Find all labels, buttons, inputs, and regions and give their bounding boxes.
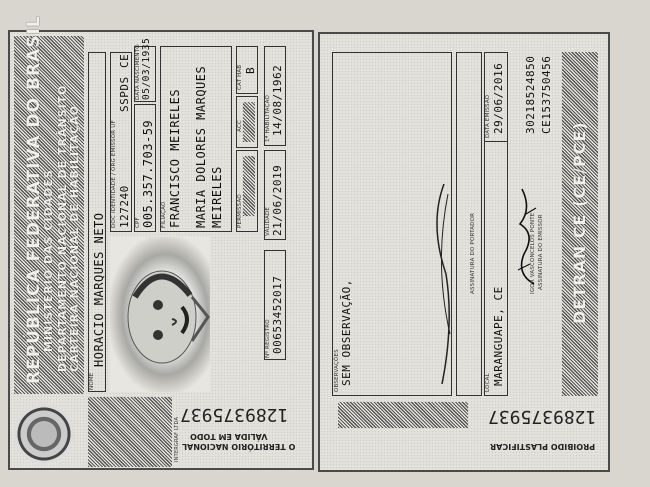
header-department: DEPARTAMENTO NACIONAL DE TRÂNSITO	[56, 84, 69, 372]
license-front-card	[8, 15, 314, 470]
validity-value: 21/06/2019	[271, 164, 284, 236]
back-bottom-band	[338, 402, 468, 428]
serial-number-front: 1289375937	[180, 404, 289, 425]
mother-name-line2: MEIRELES	[210, 166, 224, 228]
cpf-label: CPF	[135, 217, 141, 228]
observations-text: SEM OBSERVAÇÃO,	[340, 279, 353, 386]
validity-territory-line1: VÁLIDA EM TODO	[190, 432, 268, 441]
portrait-face	[110, 237, 210, 392]
detran-side-text: DETRAN CE (CE/PCE)	[570, 121, 589, 324]
name-label: NOME	[89, 372, 95, 390]
header-title: CARTEIRA NACIONAL DE HABILITAÇÃO	[68, 104, 81, 372]
doc-identity-issuer: SSPDS	[118, 76, 131, 112]
observations-label: OBSERVAÇÕES	[334, 349, 340, 392]
holder-signature-label: ASSINATURA DO PORTADOR	[470, 212, 476, 294]
category-value: B	[244, 66, 257, 74]
license-back-card	[318, 32, 610, 472]
issuer-signature-label: ASSINATURA DO EMISSOR	[538, 214, 544, 290]
acc-label: ACC	[237, 120, 243, 132]
issue-date-label: DATA EMISSÃO	[485, 94, 491, 138]
holder-signature	[424, 184, 464, 384]
doc-identity-label: DOC IDENTIDADE / ORG EMISSOR UF	[111, 120, 117, 228]
prohibited-lamination: PROIBIDO PLASTIFICAR	[490, 442, 596, 451]
cpf-value: 005.357.703-59	[141, 119, 155, 228]
permission-hatch	[243, 156, 255, 216]
place-value: MARANGUAPE, CE	[492, 286, 505, 386]
birth-date-value: 05/03/1935	[141, 37, 152, 100]
father-name: FRANCISCO MEIRELES	[168, 88, 182, 228]
issuer-name: IGOR VASCONCELOS PONTE	[530, 212, 536, 294]
doc-identity-number: 127240	[118, 185, 131, 228]
validity-label: VALIDADE	[265, 206, 271, 236]
issue-date-value: 29/06/2016	[492, 62, 505, 134]
code-line-1: 30218524850	[524, 55, 537, 134]
permission-label: PERMISSÃO	[237, 194, 243, 228]
birth-date-label: DATA NASCIMENTO	[135, 44, 141, 100]
registry-label: Nº REGISTRO	[265, 319, 271, 358]
registry-value: 00653452017	[271, 275, 284, 354]
printer-name: INTERGRAF LTDA	[174, 416, 180, 462]
place-label: LOCAL	[485, 373, 491, 392]
serial-number-back: 1289375937	[488, 406, 597, 427]
acc-hatch	[243, 102, 255, 142]
validity-territory-line2: O TERRITÓRIO NACIONAL	[182, 442, 296, 451]
header-republic: REPÚBLICA FEDERATIVA DO BRASIL	[24, 15, 44, 384]
first-license-value: 14/08/1962	[271, 64, 284, 136]
filiation-label: FILIAÇÃO	[161, 201, 167, 228]
first-license-label: 1ª HABILITAÇÃO	[265, 94, 271, 142]
mother-name-line1: MARIA DOLORES MARQUES	[194, 65, 208, 228]
category-label: CAT HAB	[237, 64, 243, 90]
header-ministry: MINISTÉRIO DAS CIDADES	[42, 169, 55, 352]
coat-of-arms-seal	[14, 404, 74, 464]
doc-identity-uf: CE	[118, 53, 131, 68]
name-value: HORACIO MARQUES NETO	[92, 212, 106, 367]
bottom-band	[88, 397, 172, 467]
code-line-2: CE153750456	[540, 55, 553, 134]
